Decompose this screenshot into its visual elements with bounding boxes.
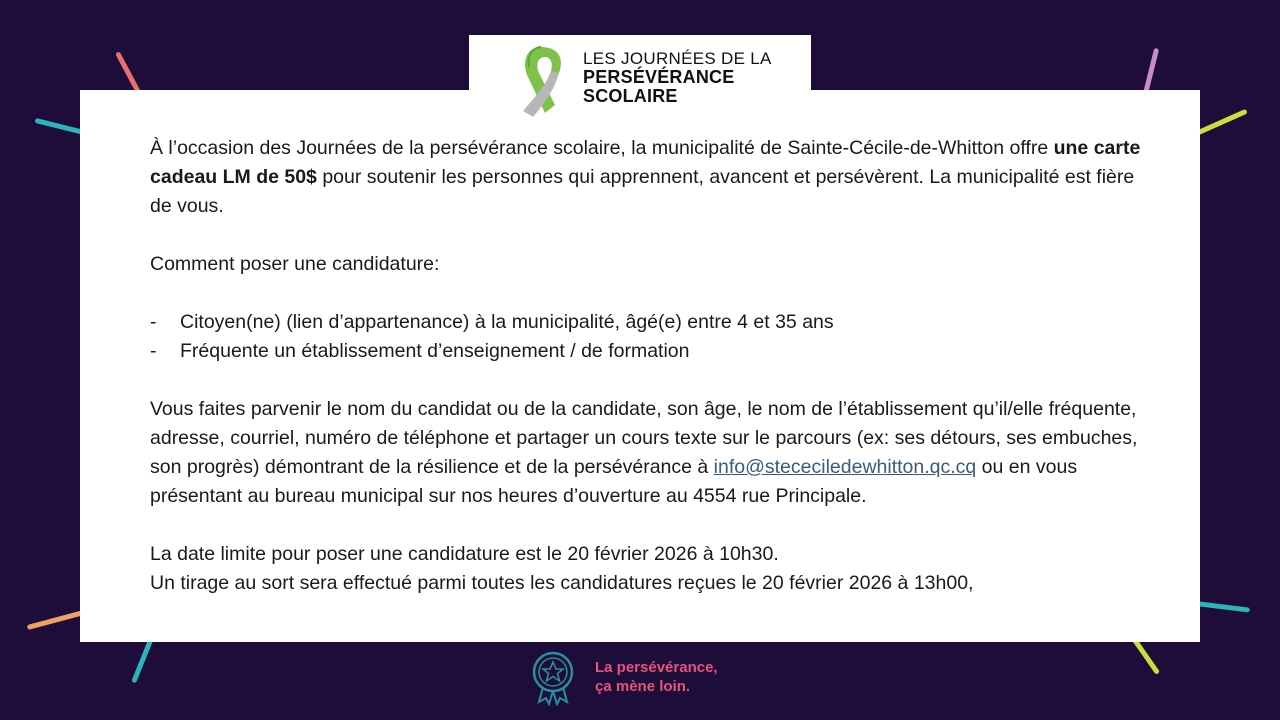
email-link[interactable]: info@stececiledewhitton.qc.cq — [713, 456, 977, 478]
slogan-line-2: ça mène loin. — [595, 678, 691, 695]
slogan-line-1: La persévérance, — [595, 659, 718, 676]
draw-text: Un tirage au sort sera effectué parmi toutes les candidatures reçues le 20 février 2026 à 13h00, — [150, 572, 974, 594]
logo-line-2: PERSÉVÉRANCE — [583, 67, 735, 87]
submission-text-continued: ou en vous présentant au bureau municipal sur nos heures d’ouverture au 4554 rue Principale. — [150, 456, 1078, 507]
logo-line-1: LES JOURNÉES DE LA — [583, 49, 772, 68]
footer-slogan — [529, 648, 769, 706]
howto-heading: Comment poser une candidature: — [150, 253, 440, 275]
submission-text: Vous faites parvenir le nom du candidat ou de la candidate, son âge, le nom de l’établissement qu’il/elle fréquente, adresse, courriel, numéro de téléphone et partager un cours texte sur le parcours (ex: ses détours, ses embuches, son progrès) démontrant de la résilience et de la persévérance à — [150, 398, 1138, 478]
intro-text: À l’occasion des Journées de la persévérance scolaire, la municipalité de Sainte-Cécile-de-Whitton offre — [150, 137, 1054, 159]
logo-line-3: SCOLAIRE — [583, 86, 678, 106]
gift-card-highlight: une carte cadeau LM de 50$ — [150, 137, 1141, 188]
logo — [469, 35, 811, 123]
criteria-text: Fréquente un établissement d’enseignement / de formation — [180, 340, 690, 362]
star-badge-icon — [529, 650, 585, 706]
criteria-text: Citoyen(ne) (lien d’appartenance) à la municipalité, âgé(e) entre 4 et 35 ans — [180, 311, 834, 333]
deadline-text: La date limite pour poser une candidature est le 20 février 2026 à 10h30. — [150, 543, 779, 565]
submission-paragraph — [150, 395, 1160, 511]
bullet-dash: - — [150, 311, 157, 333]
bullet-dash: - — [150, 340, 157, 362]
intro-text-continued: pour soutenir les personnes qui apprennent, avancent et persévèrent. La municipalité est fière de vous. — [150, 166, 1135, 217]
criteria-item — [150, 337, 1160, 366]
ribbon-icon — [503, 43, 577, 119]
criteria-item — [150, 308, 1160, 337]
announcement-text — [150, 134, 1160, 598]
intro-paragraph — [150, 134, 1160, 221]
